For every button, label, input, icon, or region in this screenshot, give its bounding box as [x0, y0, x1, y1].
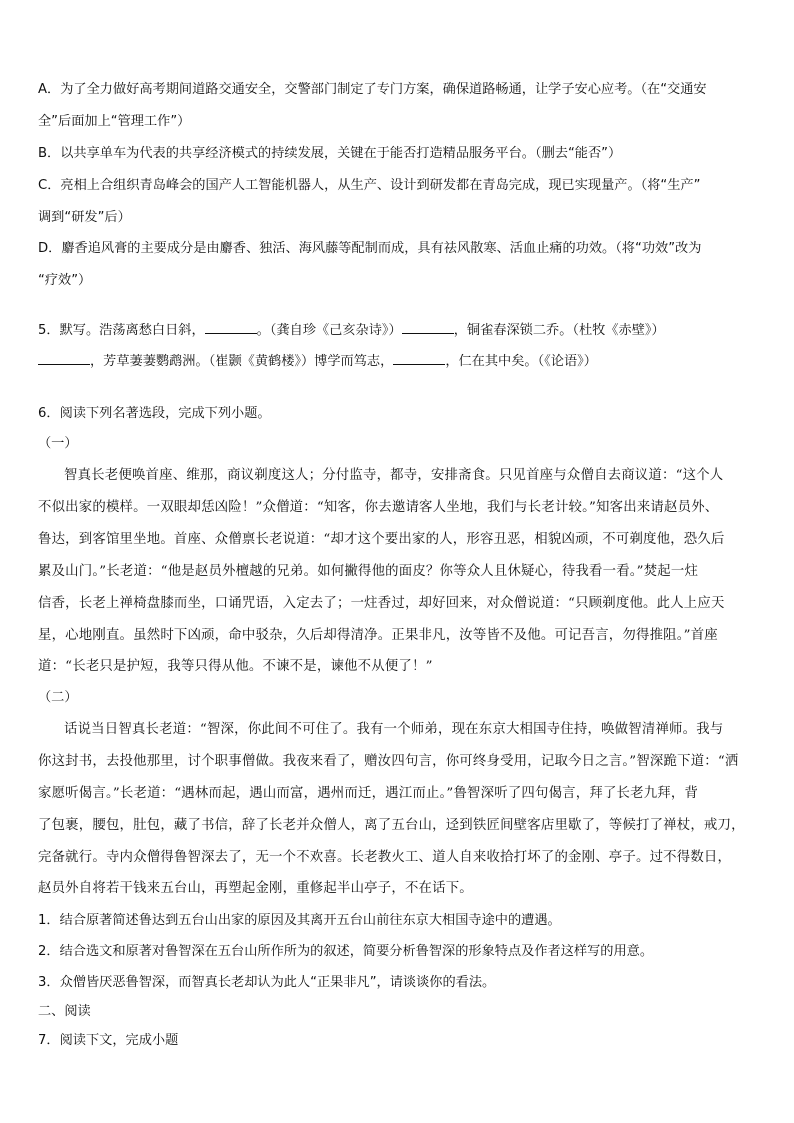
- passage-1-line: 不似出家的模样。一双眼却恁凶险！”众僧道：“知客，你去邀请客人坐地，我们与长老计较。”知客出来请赵员外、: [38, 500, 719, 515]
- passage-2-line: 话说当日智真长老道：“智深，你此间不可住了。我有一个师弟，现在东京大相国寺住持，唤做智清禅师。我与: [64, 722, 724, 737]
- passage-2-line: 完备就行。寺内众僧得鲁智深去了，无一个不欢喜。长老教火工、道人自来收拾打坏了的金刚、亭子。过不得数日，: [38, 850, 732, 865]
- option-a-line-2: 全”后面加上“管理工作”）: [38, 114, 191, 129]
- passage-1-line: 信香，长老上禅椅盘膝而坐，口诵咒语，入定去了；一炷香过，却好回来，对众僧说道：“只顾剃度他。此人上应天: [38, 596, 725, 611]
- q5-text-1b: 。（龚自珍《己亥杂诗》）: [256, 323, 402, 338]
- q5-line-2: [38, 346, 758, 378]
- passage-1-line: 星，心地刚直。虽然时下凶顽，命中驳杂，久后却得清净。正果非凡，汝等皆不及他。可记吾言，勿得推阻。”首座: [38, 628, 718, 643]
- section-2-heading: 二、阅读: [38, 1004, 91, 1019]
- passage-1-line: 鲁达，到客馆里坐地。首座、众僧禀长老说道：“却才这个要出家的人，形容丑恶，相貌凶顽，不可剃度他，恐久后: [38, 532, 725, 547]
- q6-section-1-label: （一）: [38, 436, 78, 451]
- passage-2-line: 家愿听偈言。”长老道：“遇林而起，遇山而富，遇州而迁，遇江而止。”鲁智深听了四句偈言，拜了长老九拜，背: [38, 786, 699, 801]
- q5-text-1a: 5．默写。浩荡离愁白日斜，: [38, 323, 205, 338]
- q5-line-1: [38, 315, 758, 347]
- q6-subquestion-2: 2．结合选文和原著对鲁智深在五台山所作所为的叙述，简要分析鲁智深的形象特点及作者这样写的用意。: [38, 944, 654, 959]
- passage-1-line: 累及山门。”长老道：“他是赵员外檀越的兄弟。如何撇得他的面皮？你等众人且休疑心，待我看一看。”焚起一炷: [38, 564, 699, 579]
- q5-text-2b: ，仁在其中矣。（《论语》）: [445, 354, 597, 369]
- q6-section-2-label: （二）: [38, 690, 78, 705]
- passage-2-line: 了包裹，腰包，肚包，藏了书信，辞了长老并众僧人，离了五台山，迳到铁匠间壁客店里歇了，等候打了禅杖，戒刀，: [38, 818, 745, 833]
- passage-1-line: 道：“长老只是护短，我等只得从他。不谏不是，谏他不从便了！”: [38, 659, 433, 674]
- q6-title: 6．阅读下列名著选段，完成下列小题。: [38, 406, 271, 421]
- q6-subquestion-3: 3．众僧皆厌恶鲁智深，而智真长老却认为此人“正果非凡”，请谈谈你的看法。: [38, 975, 496, 990]
- q5-text-2a: ，芳草萋萋鹦鹉洲。（崔颢《黄鹤楼》）博学而笃志，: [90, 354, 394, 369]
- q7-title: 7．阅读下文，完成小题: [38, 1033, 179, 1048]
- answer-blank-1[interactable]: [205, 321, 257, 334]
- answer-blank-2[interactable]: [402, 321, 454, 334]
- option-b: B．以共享单车为代表的共享经济模式的持续发展，关键在于能否打造精品服务平台。（删去“能否”）: [38, 146, 622, 161]
- passage-1-line: 智真长老便唤首座、维那，商议剃度这人；分付监寺，都寺，安排斋食。只见首座与众僧自去商议道：“这个人: [64, 468, 724, 483]
- q6-subquestion-1: 1．结合原著简述鲁达到五台山出家的原因及其离开五台山前往东京大相国寺途中的遭遇。: [38, 913, 561, 928]
- q5-text-1c: ，铜雀春深锁二乔。（杜牧《赤壁》）: [453, 323, 665, 338]
- option-d-line-2: “疗效”）: [38, 273, 92, 288]
- answer-blank-4[interactable]: [393, 352, 445, 365]
- option-c-line-1: C．亮相上合组织青岛峰会的国产人工智能机器人，从生产、设计到研发都在青岛完成，现已实现量产。（将“生产”: [38, 178, 701, 193]
- option-a-line-1: A．为了全力做好高考期间道路交通安全，交警部门制定了专门方案，确保道路畅通，让学子安心应考。（在“交通安: [38, 82, 707, 97]
- passage-2-line: 你这封书，去投他那里，讨个职事僧做。我夜来看了，赠汝四句言，你可终身受用，记取今日之言。”智深跪下道：“洒: [38, 754, 739, 769]
- passage-2-line: 赵员外自将若干钱来五台山，再塑起金刚，重修起半山亭子，不在话下。: [38, 881, 473, 896]
- option-c-line-2: 调到“研发”后）: [38, 210, 131, 225]
- answer-blank-3[interactable]: [38, 352, 90, 365]
- option-d-line-1: D．麝香追风膏的主要成分是由麝香、独活、海风藤等配制而成，具有祛风散寒、活血止痛的功效。（将“功效”改为: [38, 241, 702, 256]
